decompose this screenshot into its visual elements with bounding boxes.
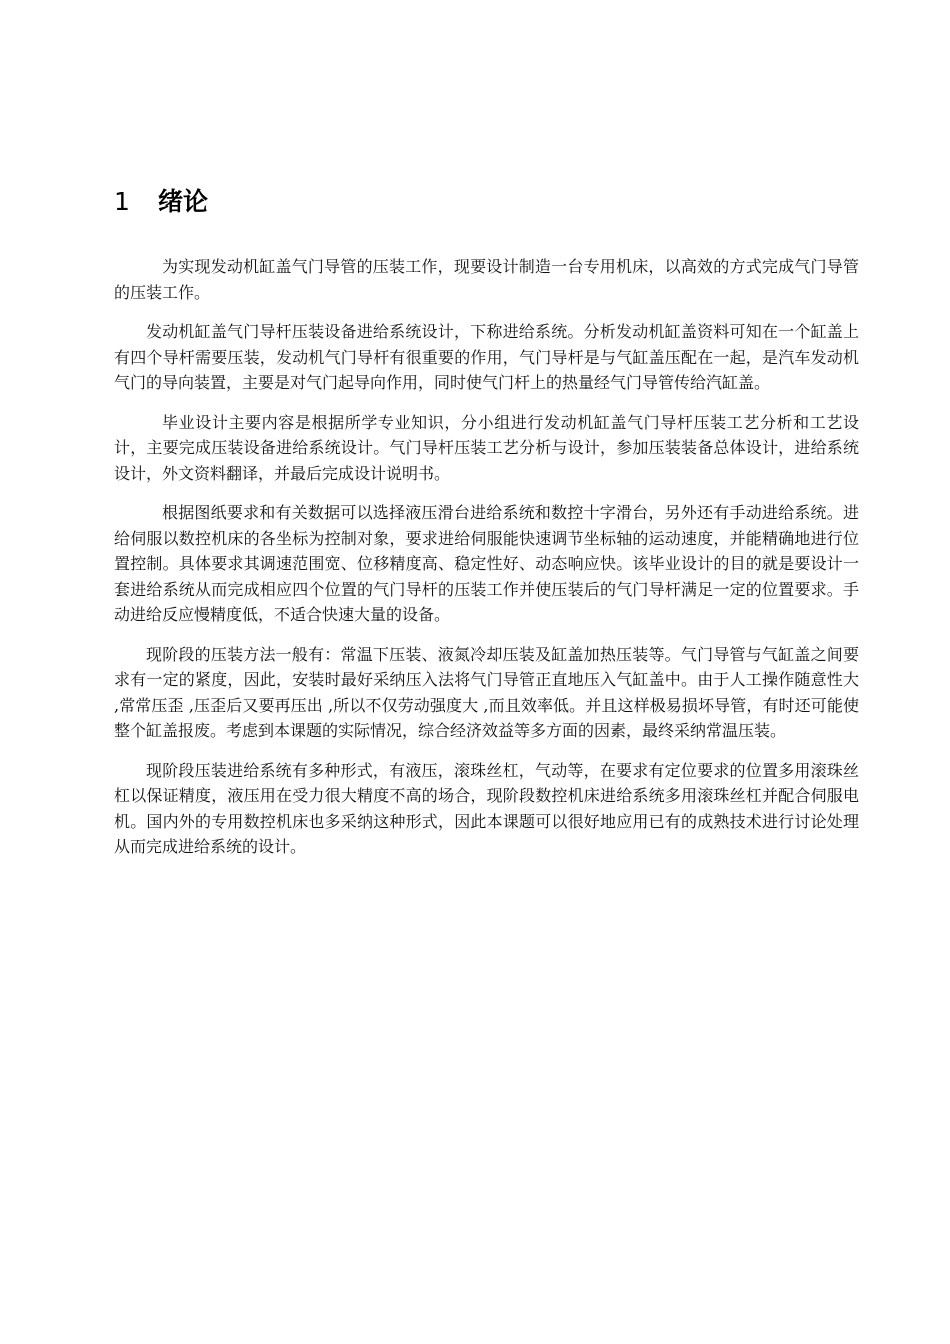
paragraph-feed-forms: 现阶段压装进给系统有多种形式，有液压，滚珠丝杠，气动等，在要求有定位要求的位置多用滚珠丝杠以保证精度，液压用在受力很大精度不高的场合，现阶段数控机床进给系统多用滚珠丝杠并配合伺服电机。国内外的专用数控机床也多采纳这种形式，因此本课题可以很好地应用已有的成熟技术进行讨论处理从而完成进给系统的设计。 [114, 760, 859, 856]
paragraph-feed-system: 发动机缸盖气门导杆压装设备进给系统设计，下称进给系统。分析发动机缸盖资料可知在一个缸盖上有四个导杆需要压装，发动机气门导杆有很重要的作用，气门导杆是与气缸盖压配在一起，是汽车发动机气门的导向装置，主要是对气门起导向作用，同时使气门杆上的热量经气门导管传给汽缸盖。 [114, 322, 859, 392]
section-title: 绪论 [158, 187, 209, 216]
paragraph-requirements: 根据图纸要求和有关数据可以选择液压滑台进给系统和数控十字滑台，另外还有手动进给系统。进给伺服以数控机床的各坐标为控制对象，要求进给伺服能快速调节坐标轴的运动速度，并能精确地进行位置控制。具体要求其调速范围宽、位移精度高、稳定性好、动态响应快。该毕业设计的目的就是要设计一套进给系统从而完成相应四个位置的气门导杆的压装工作并使压装后的气门导杆满足一定的位置要求。手动进给反应慢精度低，不适合快速大量的设备。 [114, 503, 859, 624]
paragraph-design-content: 毕业设计主要内容是根据所学专业知识，分小组进行发动机缸盖气门导杆压装工艺分析和工艺设计，主要完成压装设备进给系统设计。气门导杆压装工艺分析与设计，参加压装装备总体设计，进给系统设计，外文资料翻译，并最后完成设计说明书。 [114, 412, 859, 483]
paragraph-press-methods: 现阶段的压装方法一般有：常温下压装、液氮冷却压装及缸盖加热压装等。气门导管与气缸盖之间要求有一定的紧度，因此，安装时最好采纳压入法将气门导管正直地压入气缸盖中。由于人工操作随意性大 ,常常压歪 ,压歪后又要再压出 ,所以不仅劳动强度大 ,而且效率低。并且这样极易损坏导管，有时还可能使整个缸盖报废。考虑到本课题的实际情况，综合经济效益等多方面的因素，最终采纳常温压装。 [114, 644, 859, 740]
section-number: 1 [114, 187, 130, 216]
body-text [114, 254, 859, 874]
paragraph-purpose: 为实现发动机缸盖气门导管的压装工作，现要设计制造一台专用机床，以高效的方式完成气门导管的压装工作。 [114, 257, 859, 302]
section-heading [114, 182, 208, 218]
